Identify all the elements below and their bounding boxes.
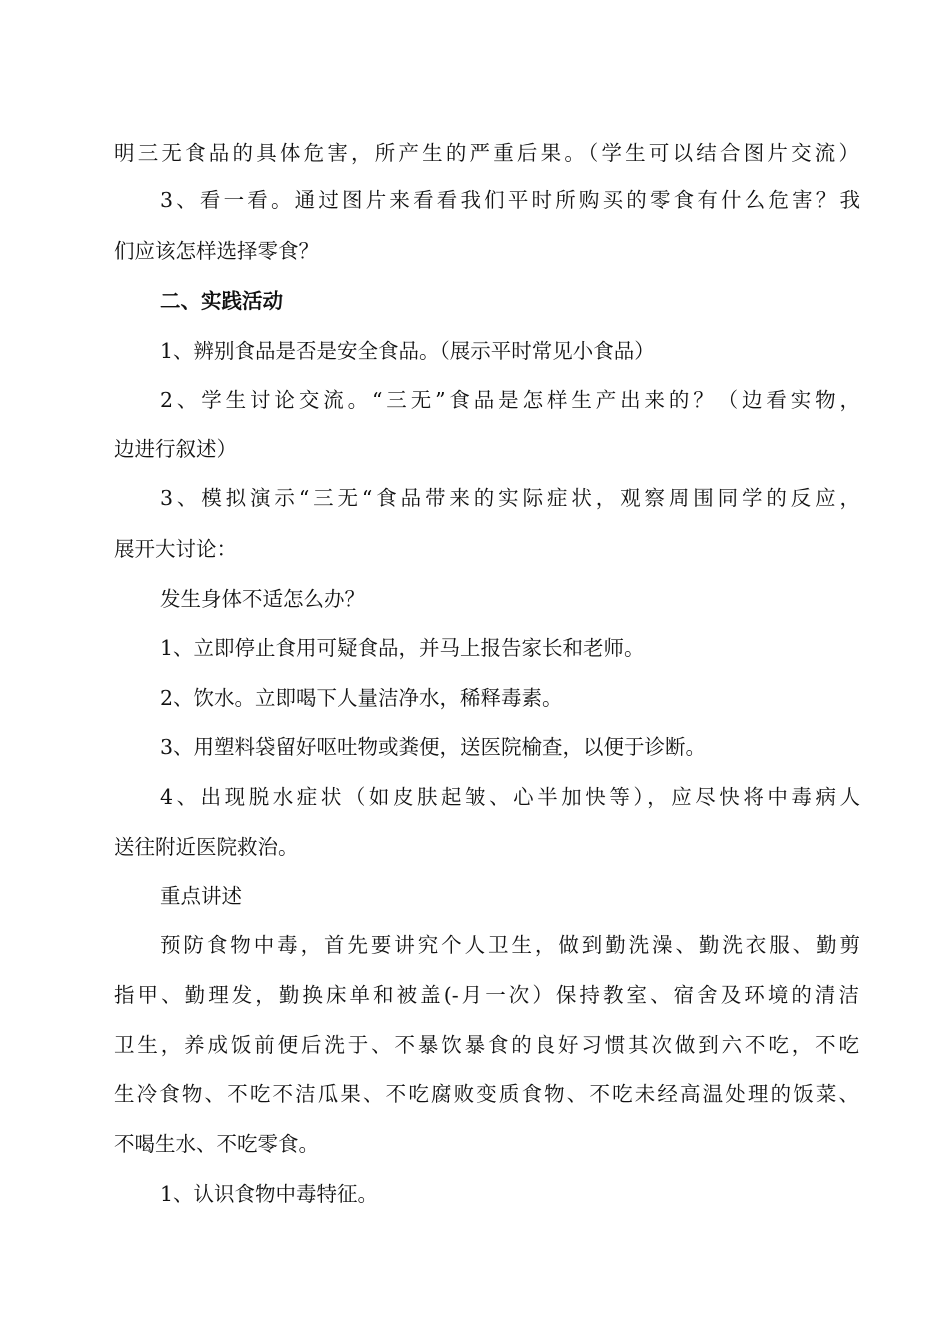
text-line-7: 边进行叙述） xyxy=(114,437,237,461)
text-line-1: 明三无食品的具体危害，所产生的严重后果。（学生可以结合图片交流） xyxy=(114,141,859,165)
text-line-8: 3、模拟演示“三无“食品带来的实际症状，观察周围同学的反应， xyxy=(160,486,860,510)
section-heading: 二、实践活动 xyxy=(160,289,283,313)
text-line-11: 1、立即停止食用可疑食品，并马上报告家长和老师。 xyxy=(160,636,645,660)
text-line-9: 展开大讨论： xyxy=(114,537,237,561)
text-line-13: 3、用塑料袋留好呕吐物或粪便，送医院榆查，以便于诊断。 xyxy=(160,735,707,759)
text-line-3: 们应该怎样选择零食？ xyxy=(114,239,319,263)
text-line-21: 不喝生水、不吃零食。 xyxy=(114,1132,319,1156)
text-line-16: 重点讲述 xyxy=(160,884,242,908)
text-line-17: 预防食物中毒，首先要讲究个人卫生，做到勤洗澡、勤洗衣服、勤剪 xyxy=(160,933,860,957)
text-line-5: 1、辨别食品是否是安全食品。（展示平时常见小食品） xyxy=(160,339,655,363)
text-line-22: 1、认识食物中毒特征。 xyxy=(160,1182,379,1206)
text-line-12: 2、饮水。立即喝下人量洁净水，稀释毒素。 xyxy=(160,686,563,710)
text-line-18: 指甲、勤理发，勤换床单和被盖(-月一次）保持教室、宿舍及环境的清洁 xyxy=(114,983,859,1007)
text-line-2: 3、看一看。通过图片来看看我们平时所购买的零食有什么危害？我 xyxy=(160,188,860,212)
text-line-19: 卫生，养成饭前便后洗于、不暴饮暴食的良好习惯其次做到六不吃，不吃 xyxy=(114,1033,859,1057)
text-line-15: 送往附近医院救治。 xyxy=(114,835,299,859)
text-line-20: 生冷食物、不吃不洁瓜果、不吃腐败变质食物、不吃未经高温处理的饭菜、 xyxy=(114,1082,859,1106)
text-line-14: 4、出现脱水症状（如皮肤起皱、心半加快等），应尽快将中毒病人 xyxy=(160,785,860,809)
text-line-6: 2、学生讨论交流。“三无”食品是怎样生产出来的？（边看实物， xyxy=(160,388,860,412)
text-line-10: 发生身体不适怎么办？ xyxy=(160,587,365,611)
